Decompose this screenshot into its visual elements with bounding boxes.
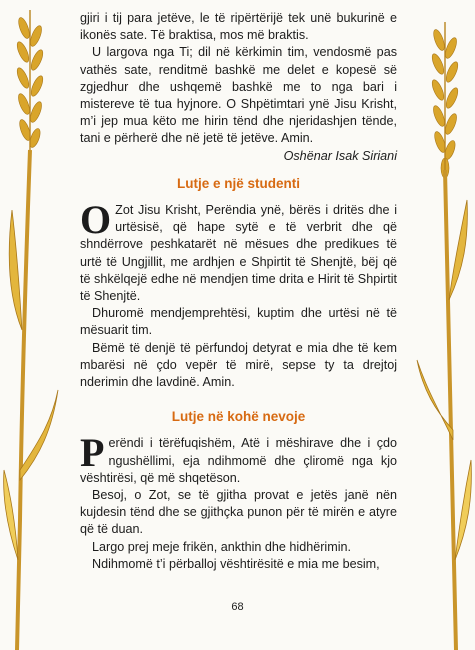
paragraph-student-prayer-2: Dhuromë mendjemprehtësi, kuptim dhe urtësi në të mësuarit tim. [80,306,397,338]
author-signature: Oshënar Isak Siriani [283,148,397,163]
paragraph-need-prayer-3: Largo prej meje frikën, ankthin dhe hidhërimin. [92,539,352,554]
paragraph-need-prayer-4: Ndihmomë t’i përballoj vështirësitë e mia me besim, [92,556,380,571]
paragraph-student-prayer-3: Bëmë të denjë të përfundoj detyrat e mia dhe të kem mbarësi në çdo vepër të mirë, sepse ty ta drejtoj nderimin dhe lavdinë. Amin. [80,340,397,390]
student-prayer-text: Zot Jisu Krisht, Perëndia ynë, bërës i dritës dhe i urtësisë, që hape sytë e të verbrit dhe që shndërrove peshkatarët në mësues dhe predikues të urtë të Ungjillit, me ardhjen e Shpirtit të Shenjtë, bëj që të shkëlqejë edhe në mendjen time drita e Hirit të Shpirtit të Shenjtë. [80,203,397,304]
paragraph-need-prayer-opening [80,430,397,487]
paragraph-continuation: gjiri i tij para jetëve, le të ripërtërijë tek unë bukurinë e ikonës sate. Të braktisa, mos më braktis. [80,11,397,43]
paragraph-student-prayer-opening [80,197,397,305]
text-column [80,10,397,573]
heading-need-prayer: Lutje në kohë nevoje [171,409,306,425]
dropcap-o: O [80,197,112,243]
paragraph-need-prayer-2: Besoj, o Zot, se të gjitha provat e jetës janë nën kujdesin tënd dhe se gjithçka punon për të mirën e atyre që të duan. [80,488,397,537]
paragraph-return-prayer: U largova nga Ti; dil në kërkimin tim, vendosmë pas vathës sate, renditmë bashkë me delet e kopesë së zgjedhur dhe ushqemë bashkë me to nga bari i mistereve të tua hyjnore. O Shpëtimtari ynë Jisu Krisht, m’i jep mua këto me hirin tënd dhe njeridashjen tënde, tani e përherë dhe në jetë të jetëve. Amin. [80,45,397,146]
page-number: 68 [231,601,244,613]
heading-student-prayer: Lutje e një studenti [176,175,300,191]
dropcap-p: P [80,430,105,476]
wheat-stalk-right-icon [405,0,475,650]
need-prayer-text: erëndi i tërëfuqishëm, Atë i mëshirave dhe i çdo ngushëllimi, eja ndihmomë dhe çliromë nga kjo vështirësi, që më shqetëson. [80,436,397,485]
wheat-stalk-left-icon [0,0,70,650]
